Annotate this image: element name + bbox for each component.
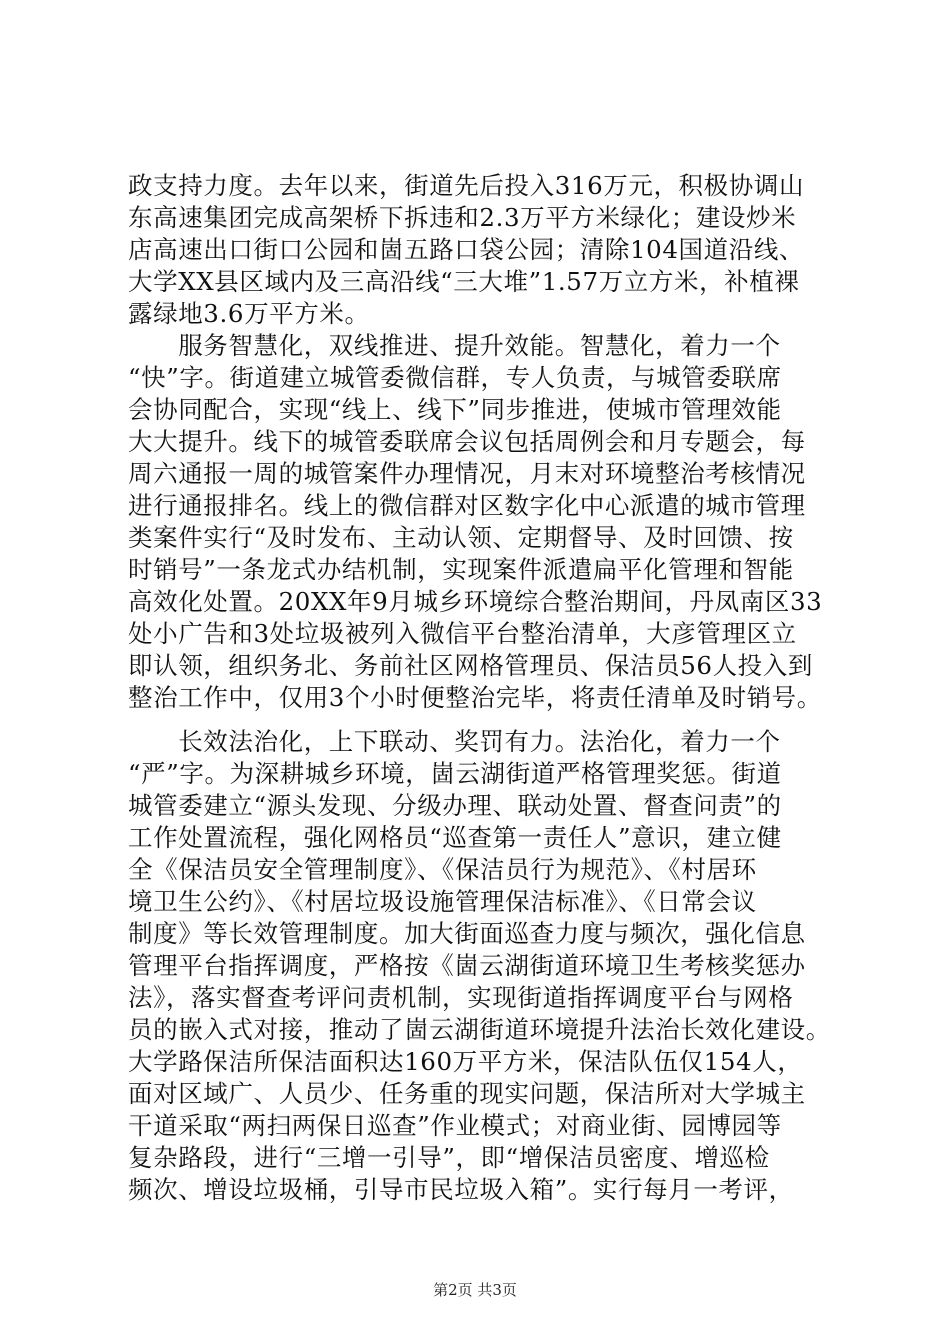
text-line: 法》，落实督查考评问责机制，实现街道指挥调度平台与网格 (128, 983, 794, 1012)
text-line: 高效化处置。20XX年9月城乡环境综合整治期间，丹凤南区33 (128, 587, 823, 616)
text-line: 类案件实行“及时发布、主动认领、定期督导、及时回馈、按 (128, 523, 794, 552)
text-line: 大大提升。线下的城管委联席会议包括周例会和月专题会，每 (128, 427, 806, 456)
text-line: 周六通报一周的城管案件办理情况，月末对环境整治考核情况 (128, 459, 806, 488)
text-line: 面对区域广、人员少、任务重的现实问题，保洁所对大学城主 (128, 1079, 806, 1108)
text-line: “严”字。为深耕城乡环境，崮云湖街道严格管理奖惩。街道 (128, 759, 782, 788)
text-line: 员的嵌入式对接，推动了崮云湖街道环境提升法治长效化建设。 (128, 1015, 831, 1044)
text-line: 大学路保洁所保洁面积达160万平方米，保洁队伍仅154人， (128, 1047, 803, 1076)
text-line: 服务智慧化，双线推进、提升效能。智慧化，着力一个 (128, 331, 781, 360)
text-line: 大学XX县区域内及三高沿线“三大堆”1.57万立方米，补植裸 (128, 267, 800, 296)
text-line: 干道采取“两扫两保日巡查”作业模式；对商业街、园博园等 (128, 1111, 782, 1140)
text-line: 制度》等长效管理制度。加大街面巡查力度与频次，强化信息 (128, 919, 806, 948)
text-line: 露绿地3.6万平方米。 (128, 299, 370, 328)
text-line: 复杂路段，进行“三增一引导”，即“增保洁员密度、增巡检 (128, 1143, 770, 1172)
text-line: 整治工作中，仅用3个小时便整治完毕，将责任清单及时销号。 (128, 683, 822, 712)
text-line: 长效法治化，上下联动、奖罚有力。法治化，着力一个 (128, 727, 781, 756)
text-line: 境卫生公约》、《村居垃圾设施管理保洁标准》、《日常会议 (128, 887, 757, 916)
page-number: 第2页 共3页 (433, 1281, 517, 1299)
text-line: 城管委建立“源头发现、分级办理、联动处置、督查问责”的 (128, 791, 782, 820)
text-line: 时销号”一条龙式办结机制，实现案件派遣扁平化管理和智能 (128, 555, 794, 584)
text-line: 会协同配合，实现“线上、线下”同步推进，使城市管理效能 (128, 395, 782, 424)
text-line: 频次、增设垃圾桶，引导市民垃圾入箱”。实行每月一考评， (128, 1175, 794, 1204)
text-line: 工作处置流程，强化网格员“巡查第一责任人”意识，建立健 (128, 823, 782, 852)
text-line: 店高速出口街口公园和崮五路口袋公园；清除104国道沿线、 (128, 235, 805, 264)
text-line: 全《保洁员安全管理制度》、《保洁员行为规范》、《村居环 (128, 855, 757, 884)
text-line: 处小广告和3处垃圾被列入微信平台整治清单，大彦管理区立 (128, 619, 797, 648)
text-line: 进行通报排名。线上的微信群对区数字化中心派遣的城市管理 (128, 491, 806, 520)
text-line: 即认领，组织务北、务前社区网格管理员、保洁员56人投入到 (128, 651, 813, 680)
text-line: 管理平台指挥调度，严格按《崮云湖街道环境卫生考核奖惩办 (128, 951, 806, 980)
page-footer (0, 1280, 950, 1300)
text-line: 东高速集团完成高架桥下拆违和2.3万平方米绿化；建设炒米 (128, 203, 797, 232)
text-line: “快”字。街道建立城管委微信群，专人负责，与城管委联席 (128, 363, 782, 392)
text-line: 政支持力度。去年以来，街道先后投入316万元，积极协调山 (128, 171, 805, 200)
